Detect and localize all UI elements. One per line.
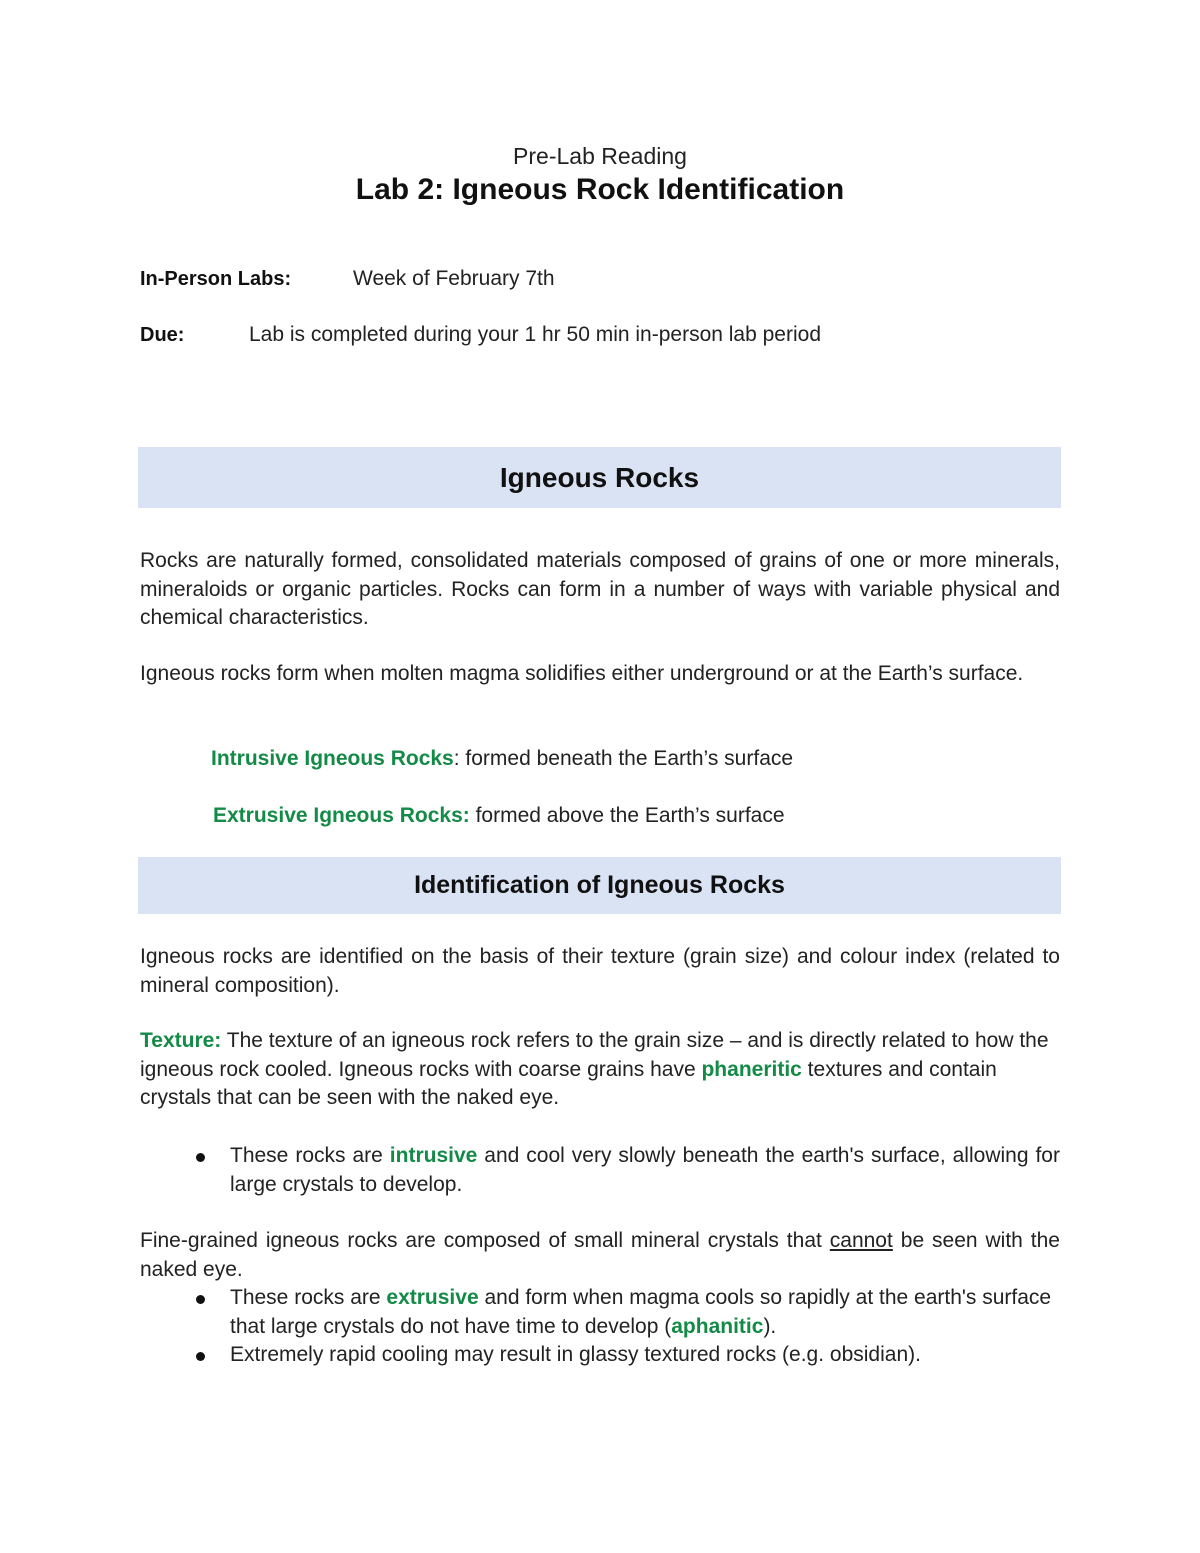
bullet-text-b: and form when magma cools so rapidly at the earth's surface that large crystals do not have time to develop ( — [230, 1286, 1052, 1338]
bullet-icon — [196, 1352, 205, 1361]
list-item — [196, 1142, 1060, 1199]
due-label: Due: — [140, 324, 185, 346]
section-heading-band — [138, 447, 1061, 508]
phaneritic-term: phaneritic — [701, 1057, 802, 1081]
intrusive-def: : formed beneath the Earth’s surface — [453, 747, 794, 770]
paragraph-identification-basis: Igneous rocks are identified on the basis of their texture (grain size) and colour index (related to mineral composition). — [140, 945, 1060, 997]
bullet-icon — [196, 1295, 205, 1304]
section-heading-identification: Identification of Igneous Rocks — [414, 871, 785, 899]
document-subtitle: Pre-Lab Reading — [513, 143, 687, 169]
labs-value: Week of February 7th — [353, 267, 555, 290]
fine-text-a: Fine-grained igneous rocks are composed of small mineral crystals that — [140, 1229, 830, 1252]
cannot-underlined: cannot — [829, 1229, 893, 1252]
labs-label: In-Person Labs: — [140, 268, 292, 290]
intrusive-term: Intrusive Igneous Rocks — [211, 747, 454, 770]
intrusive-definition — [211, 745, 793, 773]
bullet-icon — [196, 1153, 205, 1162]
list-item — [196, 1341, 1060, 1370]
bullet-text-c: ). — [763, 1314, 777, 1338]
paragraph-rocks-definition: Rocks are naturally formed, consolidated materials composed of grains of one or more minerals, mineraloids or organic particles. Rocks can form in a number of ways with variable physical and chemical characteristics. — [140, 549, 1060, 629]
bullet-text — [230, 1284, 1060, 1341]
fine-text-b: be seen with the naked eye. — [140, 1229, 1060, 1281]
intrusive-term: intrusive — [389, 1144, 478, 1167]
bullet-text-a: These rocks are — [230, 1286, 387, 1309]
paragraph-igneous-definition: Igneous rocks form when molten magma solidifies either underground or at the Earth’s surface. — [140, 662, 1024, 685]
bullet-text-b: and cool very slowly beneath the earth's surface, allowing for large crystals to develop. — [230, 1144, 1060, 1196]
texture-label: Texture: — [140, 1029, 222, 1052]
texture-text-a: The texture of an igneous rock refers to the grain size – and is directly related to how the igneous rock cooled. Igneous rocks with coarse grains have — [140, 1029, 1049, 1081]
aphanitic-term: aphanitic — [671, 1314, 764, 1338]
section-heading-igneous-rocks: Igneous Rocks — [499, 462, 700, 493]
texture-text-b: textures and contain crystals that can be seen with the naked eye. — [140, 1057, 997, 1109]
extrusive-term: extrusive — [386, 1286, 479, 1309]
list-item — [196, 1284, 1060, 1341]
bullet-text — [230, 1142, 1060, 1199]
extrusive-term: Extrusive Igneous Rocks: — [213, 804, 470, 827]
bullet-text: Extremely rapid cooling may result in glassy textured rocks (e.g. obsidian). — [230, 1343, 921, 1366]
extrusive-definition — [213, 802, 785, 830]
section-heading-band — [138, 857, 1061, 914]
bullet-text-a: These rocks are — [230, 1144, 390, 1167]
paragraph-fine-grained — [140, 1227, 1060, 1284]
extrusive-def: formed above the Earth’s surface — [469, 804, 785, 827]
document-title: Lab 2: Igneous Rock Identification — [355, 173, 845, 206]
paragraph-texture — [140, 1027, 1055, 1113]
due-value: Lab is completed during your 1 hr 50 min in-person lab period — [249, 323, 821, 346]
